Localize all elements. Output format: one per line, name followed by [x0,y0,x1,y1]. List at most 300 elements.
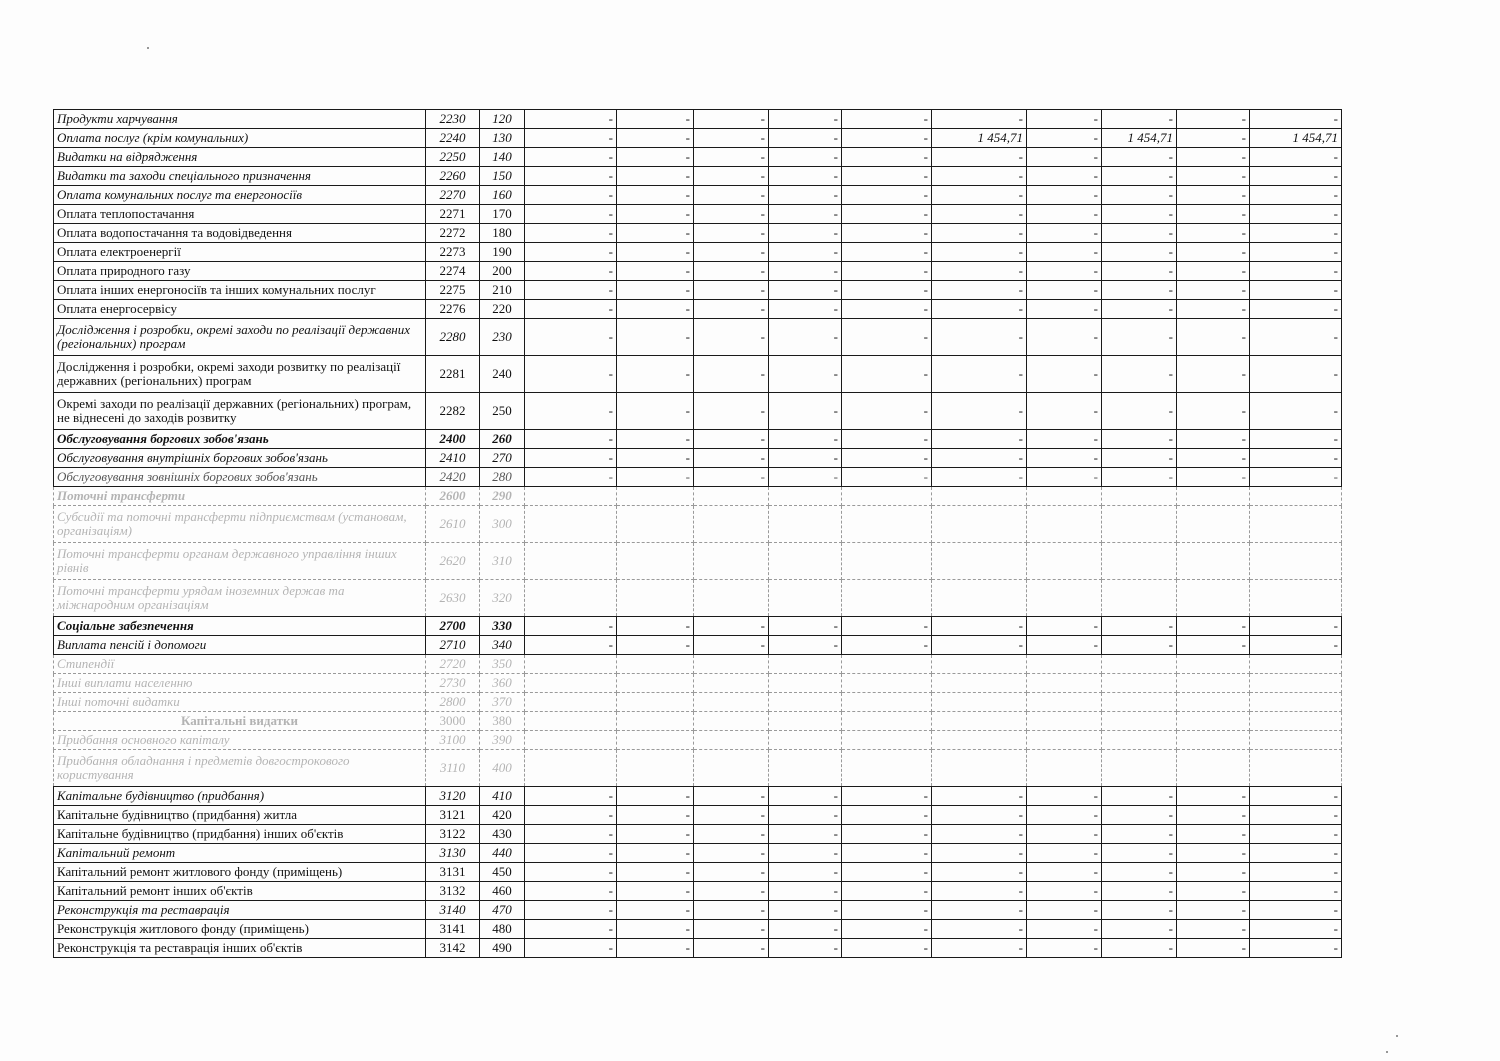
value-cell: - [617,148,694,167]
line-code: 320 [480,580,525,617]
value-cell: - [617,882,694,901]
value-cell: - [932,617,1027,636]
value-cell: - [525,110,617,129]
value-cell: - [1027,224,1102,243]
value-cell: - [769,110,842,129]
value-cell: - [694,356,769,393]
value-cell: - [617,636,694,655]
value-cell: - [1102,636,1177,655]
value-cell: - [1250,319,1342,356]
expenditure-name: Придбання обладнання і предметів довгострокового користування [54,750,426,787]
value-cell: - [1027,243,1102,262]
value-cell: - [842,262,932,281]
value-cell: - [1250,844,1342,863]
value-cell: - [769,186,842,205]
value-cell: - [842,243,932,262]
value-cell [525,543,617,580]
value-cell: - [694,319,769,356]
ekv-code: 2250 [426,148,480,167]
ekv-code: 2260 [426,167,480,186]
value-cell: - [1102,882,1177,901]
ekv-code: 2274 [426,262,480,281]
value-cell [1102,674,1177,693]
value-cell: - [1102,468,1177,487]
value-cell [617,750,694,787]
value-cell: - [694,901,769,920]
value-cell [1177,506,1250,543]
value-cell: - [842,281,932,300]
value-cell [525,580,617,617]
ekv-code: 3100 [426,731,480,750]
value-cell [1102,580,1177,617]
value-cell: - [842,882,932,901]
value-cell: - [1027,844,1102,863]
value-cell: - [769,863,842,882]
value-cell [617,731,694,750]
value-cell: - [1027,110,1102,129]
value-cell: - [769,205,842,224]
table-row [54,655,1342,674]
line-code: 420 [480,806,525,825]
ekv-code: 3110 [426,750,480,787]
value-cell: - [694,617,769,636]
value-cell: - [932,863,1027,882]
value-cell: - [1177,319,1250,356]
table-row [54,356,1342,393]
value-cell: - [1102,844,1177,863]
value-cell [932,750,1027,787]
value-cell: - [1027,449,1102,468]
expenditure-name: Оплата теплопостачання [54,205,426,224]
value-cell: - [1027,920,1102,939]
ekv-code: 2280 [426,319,480,356]
value-cell [1177,580,1250,617]
value-cell: - [694,186,769,205]
value-cell: - [1250,939,1342,958]
line-code: 360 [480,674,525,693]
table-row [54,844,1342,863]
ekv-code: 3142 [426,939,480,958]
value-cell [842,655,932,674]
value-cell: - [1177,129,1250,148]
value-cell [617,543,694,580]
line-code: 450 [480,863,525,882]
value-cell: - [932,901,1027,920]
value-cell: - [694,167,769,186]
expenditure-name: Обслуговування внутрішніх боргових зобов'язань [54,449,426,468]
table-row [54,787,1342,806]
ekv-code: 2281 [426,356,480,393]
value-cell: - [617,167,694,186]
expenditure-name: Оплата природного газу [54,262,426,281]
table-row [54,617,1342,636]
line-code: 470 [480,901,525,920]
value-cell [932,655,1027,674]
expenditure-name: Видатки на відрядження [54,148,426,167]
value-cell [1250,750,1342,787]
line-code: 460 [480,882,525,901]
value-cell: - [1177,863,1250,882]
value-cell [842,506,932,543]
line-code: 120 [480,110,525,129]
value-cell: - [694,449,769,468]
value-cell [1027,750,1102,787]
value-cell: - [1102,806,1177,825]
line-code: 410 [480,787,525,806]
value-cell: - [1102,939,1177,958]
value-cell: - [769,300,842,319]
table-row [54,806,1342,825]
value-cell: - [1027,939,1102,958]
value-cell: - [1102,356,1177,393]
value-cell: - [1177,110,1250,129]
value-cell: - [932,806,1027,825]
expenditure-name: Поточні трансферти [54,487,426,506]
value-cell: - [694,224,769,243]
table-row [54,693,1342,712]
ekv-code: 3140 [426,901,480,920]
value-cell: - [932,281,1027,300]
expenditure-name: Капітальні видатки [54,712,426,731]
value-cell: - [617,281,694,300]
value-cell [694,580,769,617]
value-cell: - [1102,148,1177,167]
value-cell [525,693,617,712]
value-cell: - [1177,300,1250,319]
table-row [54,393,1342,430]
value-cell [525,674,617,693]
value-cell: - [694,806,769,825]
value-cell: - [694,882,769,901]
ekv-code: 2276 [426,300,480,319]
value-cell: - [769,636,842,655]
table-row [54,243,1342,262]
value-cell: - [932,636,1027,655]
value-cell: - [769,617,842,636]
value-cell: - [1027,129,1102,148]
value-cell [1027,731,1102,750]
expenditure-name: Стипендії [54,655,426,674]
value-cell: - [1250,262,1342,281]
value-cell [1102,750,1177,787]
value-cell: - [1177,262,1250,281]
value-cell: - [525,882,617,901]
value-cell: - [769,825,842,844]
expenditure-name: Видатки та заходи спеціального призначення [54,167,426,186]
value-cell: - [1027,617,1102,636]
value-cell: - [617,319,694,356]
value-cell: - [769,882,842,901]
table-row [54,300,1342,319]
value-cell: - [769,167,842,186]
value-cell: - [1102,300,1177,319]
line-code: 300 [480,506,525,543]
ekv-code: 2620 [426,543,480,580]
value-cell: - [842,167,932,186]
expenditure-name: Реконструкція та реставрація [54,901,426,920]
value-cell [1177,750,1250,787]
expenditure-name: Оплата комунальних послуг та енергоносіїв [54,186,426,205]
value-cell: - [1027,356,1102,393]
value-cell: - [1250,806,1342,825]
ekv-code: 3000 [426,712,480,731]
value-cell: - [1177,787,1250,806]
table-row [54,129,1342,148]
value-cell: - [694,844,769,863]
value-cell: - [932,319,1027,356]
value-cell [1027,655,1102,674]
value-cell: - [842,148,932,167]
value-cell: - [617,920,694,939]
ekv-code: 2230 [426,110,480,129]
line-code: 230 [480,319,525,356]
value-cell: - [1102,787,1177,806]
expenditure-name: Оплата водопостачання та водовідведення [54,224,426,243]
value-cell [842,580,932,617]
value-cell [525,487,617,506]
table-body [54,110,1342,958]
value-cell: - [1027,186,1102,205]
value-cell [932,674,1027,693]
value-cell [617,487,694,506]
value-cell: - [769,844,842,863]
value-cell [1177,712,1250,731]
value-cell: - [1177,167,1250,186]
expenditure-name: Продукти харчування [54,110,426,129]
value-cell: - [617,393,694,430]
value-cell: - [694,825,769,844]
value-cell: - [1027,636,1102,655]
value-cell: - [769,243,842,262]
value-cell [842,693,932,712]
line-code: 170 [480,205,525,224]
value-cell: - [1250,224,1342,243]
value-cell: - [1027,882,1102,901]
expenditure-name: Капітальний ремонт інших об'єктів [54,882,426,901]
table-row [54,731,1342,750]
table-row [54,430,1342,449]
line-code: 200 [480,262,525,281]
value-cell: - [932,167,1027,186]
line-code: 350 [480,655,525,674]
ekv-code: 2420 [426,468,480,487]
value-cell [1027,580,1102,617]
line-code: 290 [480,487,525,506]
expenditure-name: Виплата пенсій і допомоги [54,636,426,655]
value-cell [617,674,694,693]
value-cell: - [617,205,694,224]
value-cell [842,750,932,787]
expenditure-name: Капітальний ремонт житлового фонду (приміщень) [54,863,426,882]
table-row [54,882,1342,901]
table-row [54,449,1342,468]
value-cell [1027,674,1102,693]
line-code: 260 [480,430,525,449]
line-code: 210 [480,281,525,300]
value-cell: - [525,636,617,655]
value-cell: - [694,300,769,319]
expenditure-name: Реконструкція та реставрація інших об'єктів [54,939,426,958]
value-cell [769,750,842,787]
value-cell: - [842,825,932,844]
value-cell: - [1027,901,1102,920]
value-cell: - [525,468,617,487]
value-cell: - [769,393,842,430]
expenditure-name: Інші виплати населенню [54,674,426,693]
value-cell: - [525,300,617,319]
value-cell: - [1177,468,1250,487]
ekv-code: 2271 [426,205,480,224]
value-cell [617,506,694,543]
ekv-code: 2700 [426,617,480,636]
value-cell [1177,693,1250,712]
value-cell: - [1250,243,1342,262]
line-code: 270 [480,449,525,468]
value-cell: - [1102,224,1177,243]
line-code: 160 [480,186,525,205]
value-cell: - [525,243,617,262]
table-row [54,750,1342,787]
value-cell: - [1177,617,1250,636]
value-cell: - [525,262,617,281]
value-cell: - [842,468,932,487]
value-cell: - [525,186,617,205]
value-cell [525,506,617,543]
value-cell: - [1177,920,1250,939]
ekv-code: 2720 [426,655,480,674]
table-row [54,110,1342,129]
value-cell: - [525,129,617,148]
value-cell [694,655,769,674]
value-cell [769,693,842,712]
value-cell: - [1177,393,1250,430]
value-cell: - [932,468,1027,487]
value-cell: - [932,224,1027,243]
value-cell [769,487,842,506]
value-cell: - [1102,205,1177,224]
expenditure-name: Обслуговування боргових зобов'язань [54,430,426,449]
value-cell [1102,731,1177,750]
value-cell: - [769,901,842,920]
value-cell: - [932,356,1027,393]
table-row [54,468,1342,487]
value-cell: - [1102,319,1177,356]
value-cell [932,580,1027,617]
value-cell: - [694,110,769,129]
value-cell [1250,731,1342,750]
value-cell [617,655,694,674]
value-cell: - [694,430,769,449]
value-cell: - [1177,430,1250,449]
table-row [54,939,1342,958]
ekv-code: 2610 [426,506,480,543]
value-cell [1250,506,1342,543]
value-cell: - [525,806,617,825]
value-cell: - [769,787,842,806]
value-cell: - [1177,844,1250,863]
value-cell: - [694,863,769,882]
value-cell: - [1027,468,1102,487]
line-code: 240 [480,356,525,393]
value-cell [1102,543,1177,580]
ekv-code: 2273 [426,243,480,262]
value-cell [1102,655,1177,674]
value-cell: - [932,844,1027,863]
value-cell [1250,693,1342,712]
value-cell: - [769,920,842,939]
value-cell: - [842,844,932,863]
line-code: 190 [480,243,525,262]
table-row [54,580,1342,617]
ekv-code: 2730 [426,674,480,693]
value-cell: - [932,430,1027,449]
value-cell [1027,693,1102,712]
value-cell [932,543,1027,580]
value-cell: - [1177,224,1250,243]
value-cell: - [617,863,694,882]
line-code: 480 [480,920,525,939]
table-row [54,281,1342,300]
value-cell [769,655,842,674]
ekv-code: 2270 [426,186,480,205]
value-cell: 1 454,71 [1102,129,1177,148]
line-code: 130 [480,129,525,148]
line-code: 430 [480,825,525,844]
value-cell: - [1250,186,1342,205]
value-cell [525,712,617,731]
value-cell: - [769,129,842,148]
ekv-code: 3120 [426,787,480,806]
value-cell: - [1027,319,1102,356]
value-cell [842,543,932,580]
expenditure-name: Поточні трансферти урядам іноземних держав та міжнародним організаціям [54,580,426,617]
value-cell: - [1250,901,1342,920]
line-code: 220 [480,300,525,319]
value-cell: - [1177,882,1250,901]
value-cell: - [525,787,617,806]
value-cell: - [842,920,932,939]
expenditure-name: Оплата послуг (крім комунальних) [54,129,426,148]
value-cell [842,487,932,506]
value-cell: - [932,882,1027,901]
value-cell: 1 454,71 [932,129,1027,148]
value-cell: - [769,319,842,356]
value-cell: - [1027,825,1102,844]
value-cell [694,506,769,543]
expenditure-name: Капітальний ремонт [54,844,426,863]
value-cell: - [842,901,932,920]
value-cell: - [842,939,932,958]
value-cell: - [1027,300,1102,319]
value-cell: - [1102,281,1177,300]
value-cell: - [769,148,842,167]
table-row [54,712,1342,731]
value-cell [1250,655,1342,674]
ekv-code: 2282 [426,393,480,430]
value-cell: - [694,205,769,224]
value-cell: - [932,243,1027,262]
value-cell: - [1250,882,1342,901]
value-cell: - [1250,167,1342,186]
value-cell: - [842,356,932,393]
value-cell: - [617,449,694,468]
ekv-code: 2240 [426,129,480,148]
value-cell: - [1027,148,1102,167]
value-cell: - [842,617,932,636]
value-cell [1102,506,1177,543]
value-cell: - [1177,243,1250,262]
scan-speck [147,47,149,49]
